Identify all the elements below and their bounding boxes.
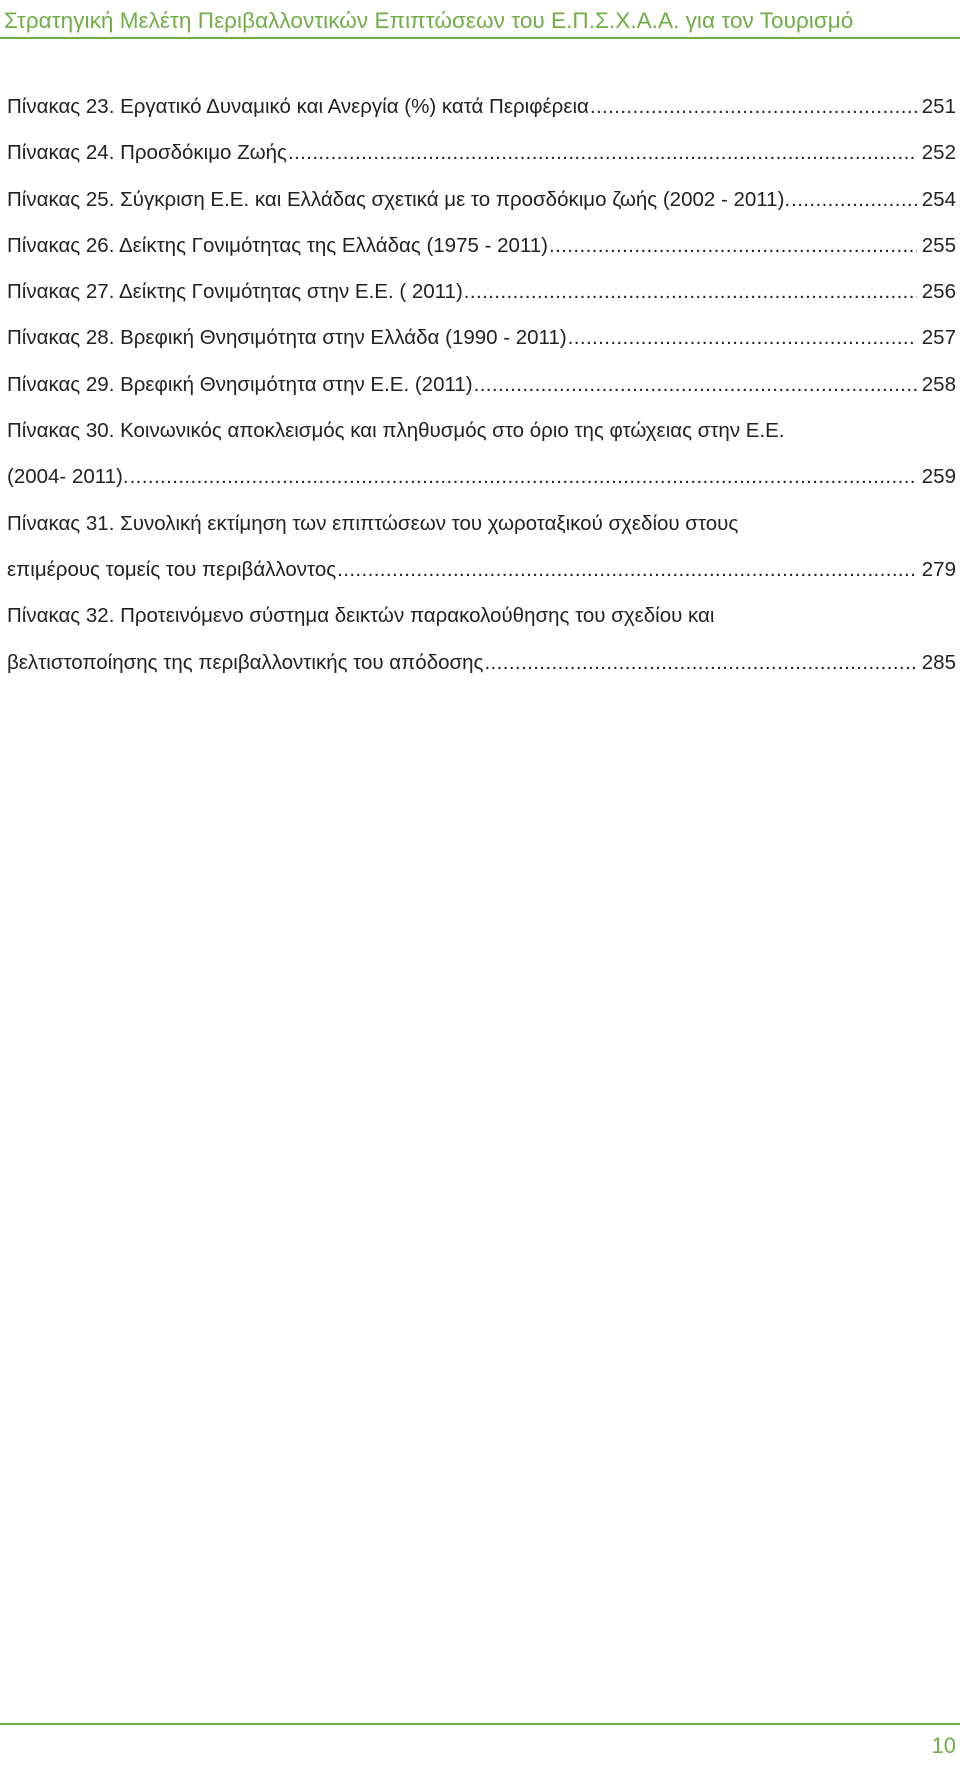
toc-entry-table-28[interactable] bbox=[7, 315, 956, 361]
toc-entry-title: Πίνακας 25. Σύγκριση Ε.Ε. και Ελλάδας σχετικά με το προσδόκιμο ζωής (2002 - 2011). bbox=[7, 187, 791, 211]
toc-page-number: 255 bbox=[921, 233, 956, 257]
toc-entry-title-line2: βελτιστοποίησης της περιβαλλοντικής του απόδοσης bbox=[7, 650, 484, 674]
dot-leader bbox=[549, 223, 917, 269]
toc-entry-table-31[interactable] bbox=[7, 501, 956, 594]
toc-entry-title-line2: επιμέρους τομείς του περιβάλλοντος bbox=[7, 557, 337, 581]
toc-entry-table-29[interactable] bbox=[7, 362, 956, 408]
toc-entry-title: Πίνακας 23. Εργατικό Δυναμικό και Ανεργία (%) κατά Περιφέρεια bbox=[7, 95, 589, 118]
toc-entry-table-32[interactable] bbox=[7, 593, 956, 686]
dot-leader bbox=[337, 547, 917, 593]
toc-page-number: 257 bbox=[921, 326, 956, 350]
list-of-tables bbox=[7, 84, 956, 686]
toc-entry-table-24[interactable] bbox=[7, 130, 956, 176]
toc-page-number: 252 bbox=[921, 141, 956, 165]
dot-leader bbox=[590, 84, 917, 130]
page-number: 10 bbox=[931, 1733, 956, 1758]
toc-page-number: 279 bbox=[921, 557, 956, 581]
toc-entry-title-line1: Πίνακας 32. Προτεινόμενο σύστημα δεικτών παρακολούθησης του σχεδίου και bbox=[7, 604, 715, 628]
document-title: Στρατηγική Μελέτη Περιβαλλοντικών Επιπτώσεων του Ε.Π.Σ.Χ.Α.Α. για τον Τουρισμό bbox=[4, 8, 854, 33]
toc-page-number: 254 bbox=[921, 187, 956, 211]
dot-leader bbox=[288, 130, 917, 176]
page-header bbox=[0, 0, 960, 40]
header-divider bbox=[0, 37, 960, 39]
toc-entry-title: Πίνακας 27. Δείκτης Γονιμότητας στην Ε.Ε. ( 2011) bbox=[7, 280, 463, 304]
dot-leader bbox=[464, 269, 917, 315]
dot-leader bbox=[474, 362, 917, 408]
dot-leader bbox=[568, 315, 917, 361]
toc-page-number: 251 bbox=[921, 95, 956, 118]
toc-entry-table-25[interactable] bbox=[7, 177, 956, 223]
dot-leader bbox=[484, 640, 916, 686]
toc-page-number: 259 bbox=[921, 465, 956, 489]
toc-entry-title-line1: Πίνακας 30. Κοινωνικός αποκλεισμός και πληθυσμός στο όριο της φτώχειας στην Ε.Ε. bbox=[7, 419, 785, 443]
toc-entry-title-line2: (2004- 2011). bbox=[7, 465, 129, 489]
toc-entry-title: Πίνακας 29. Βρεφική Θνησιμότητα στην Ε.Ε. (2011) bbox=[7, 372, 473, 396]
toc-page-number: 285 bbox=[921, 650, 956, 674]
footer-divider bbox=[0, 1723, 960, 1725]
dot-leader bbox=[130, 454, 917, 500]
toc-entry-title-line1: Πίνακας 31. Συνολική εκτίμηση των επιπτώσεων του χωροταξικού σχεδίου στους bbox=[7, 511, 739, 535]
toc-page-number: 256 bbox=[921, 280, 956, 304]
toc-entry-title: Πίνακας 28. Βρεφική Θνησιμότητα στην Ελλάδα (1990 - 2011) bbox=[7, 326, 567, 350]
toc-page-number: 258 bbox=[921, 372, 956, 396]
toc-entry-table-23[interactable] bbox=[7, 84, 956, 130]
toc-entry-title: Πίνακας 26. Δείκτης Γονιμότητας της Ελλάδας (1975 - 2011) bbox=[7, 233, 548, 257]
dot-leader bbox=[791, 177, 917, 223]
toc-entry-title: Πίνακας 24. Προσδόκιμο Ζωής bbox=[7, 141, 287, 165]
toc-entry-table-27[interactable] bbox=[7, 269, 956, 315]
toc-entry-table-30[interactable] bbox=[7, 408, 956, 501]
toc-entry-table-26[interactable] bbox=[7, 223, 956, 269]
